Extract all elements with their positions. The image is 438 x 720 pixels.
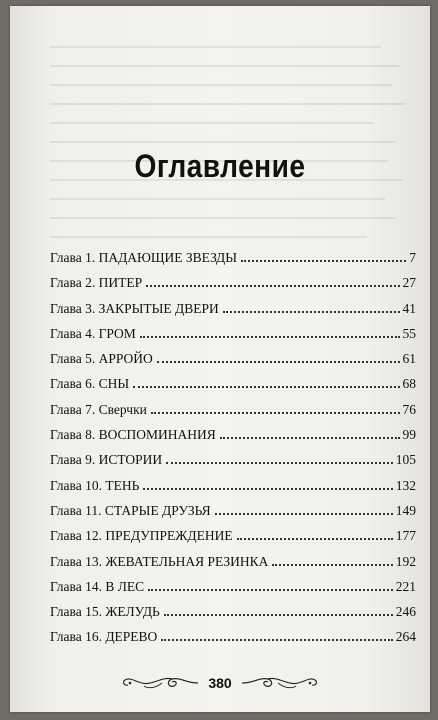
- toc-entry-page: 55: [402, 325, 416, 341]
- toc-entry-page: 105: [395, 452, 416, 468]
- right-ornament-icon: [240, 674, 318, 692]
- toc-dot-leader: [237, 538, 393, 540]
- toc-entry-page: 149: [395, 502, 416, 518]
- toc-entry-page: 221: [395, 578, 416, 594]
- toc-entry-title: Глава 14. В ЛЕС: [50, 578, 145, 594]
- toc-entry-title: Глава 11. СТАРЫЕ ДРУЗЬЯ: [50, 502, 211, 518]
- toc-dot-leader: [148, 589, 393, 591]
- toc-entry-title: Глава 8. ВОСПОМИНАНИЯ: [50, 427, 216, 443]
- toc-entry-page: 68: [402, 376, 416, 392]
- page-number: 380: [208, 675, 232, 691]
- toc-entry-page: 192: [395, 553, 416, 569]
- toc-entry-page: 132: [395, 477, 416, 493]
- toc-dot-leader: [151, 412, 400, 414]
- toc-dot-leader: [140, 336, 400, 338]
- toc-entry-title: Глава 10. ТЕНЬ: [50, 477, 140, 493]
- toc-entry: [50, 301, 416, 326]
- toc-entry: [50, 604, 416, 629]
- toc-entry-title: Глава 13. ЖЕВАТЕЛЬНАЯ РЕЗИНКА: [50, 553, 269, 569]
- toc-entry-title: Глава 5. АРРОЙО: [50, 351, 153, 367]
- toc-entry-page: 99: [402, 427, 416, 443]
- left-ornament-icon: [122, 674, 200, 692]
- toc-entry: [50, 376, 416, 401]
- toc-entry: [50, 275, 416, 300]
- toc-dot-leader: [215, 513, 393, 515]
- toc-dot-leader: [241, 260, 406, 262]
- toc-entry: [50, 554, 416, 579]
- toc-entry-title: Глава 9. ИСТОРИИ: [50, 452, 163, 468]
- page-title: Оглавление: [134, 148, 306, 184]
- toc-entry-page: 7: [409, 250, 416, 265]
- toc-entry: [50, 528, 416, 553]
- toc-entry: [50, 478, 416, 503]
- toc-dot-leader: [161, 639, 392, 641]
- toc-entry: [50, 503, 416, 528]
- toc-entry-title: Глава 2. ПИТЕР: [50, 275, 143, 291]
- table-of-contents: [50, 250, 416, 655]
- toc-dot-leader: [220, 437, 400, 439]
- toc-dot-leader: [146, 285, 399, 287]
- toc-entry-title: Глава 6. СНЫ: [50, 376, 130, 392]
- toc-dot-leader: [272, 564, 392, 566]
- toc-entry-page: 264: [395, 629, 416, 645]
- toc-entry: [50, 351, 416, 376]
- toc-entry: [50, 250, 416, 275]
- toc-entry-title: Глава 16. ДЕРЕВО: [50, 629, 158, 645]
- toc-dot-leader: [143, 488, 392, 490]
- toc-entry: [50, 629, 416, 654]
- page-footer: [10, 674, 430, 692]
- toc-entry-title: Глава 12. ПРЕДУПРЕЖДЕНИЕ: [50, 528, 233, 544]
- toc-entry: [50, 579, 416, 604]
- toc-entry-title: Глава 7. Сверчки: [50, 401, 147, 417]
- toc-dot-leader: [157, 361, 400, 363]
- toc-dot-leader: [223, 311, 400, 313]
- toc-entry-title: Глава 1. ПАДАЮЩИЕ ЗВЕЗДЫ: [50, 250, 238, 265]
- toc-entry-title: Глава 4. ГРОМ: [50, 325, 136, 341]
- toc-entry: [50, 427, 416, 452]
- toc-entry-page: 246: [395, 604, 416, 620]
- toc-entry-page: 41: [402, 300, 416, 316]
- toc-entry-page: 76: [402, 401, 416, 417]
- toc-entry: [50, 326, 416, 351]
- toc-entry-page: 177: [395, 528, 416, 544]
- toc-entry-title: Глава 3. ЗАКРЫТЫЕ ДВЕРИ: [50, 300, 219, 316]
- toc-entry-title: Глава 15. ЖЕЛУДЬ: [50, 604, 160, 620]
- toc-dot-leader: [166, 462, 393, 464]
- book-page: [10, 6, 430, 712]
- toc-entry: [50, 452, 416, 477]
- toc-entry-page: 61: [402, 351, 416, 367]
- toc-dot-leader: [133, 386, 399, 388]
- toc-dot-leader: [164, 614, 393, 616]
- toc-entry: [50, 402, 416, 427]
- toc-entry-page: 27: [402, 275, 416, 291]
